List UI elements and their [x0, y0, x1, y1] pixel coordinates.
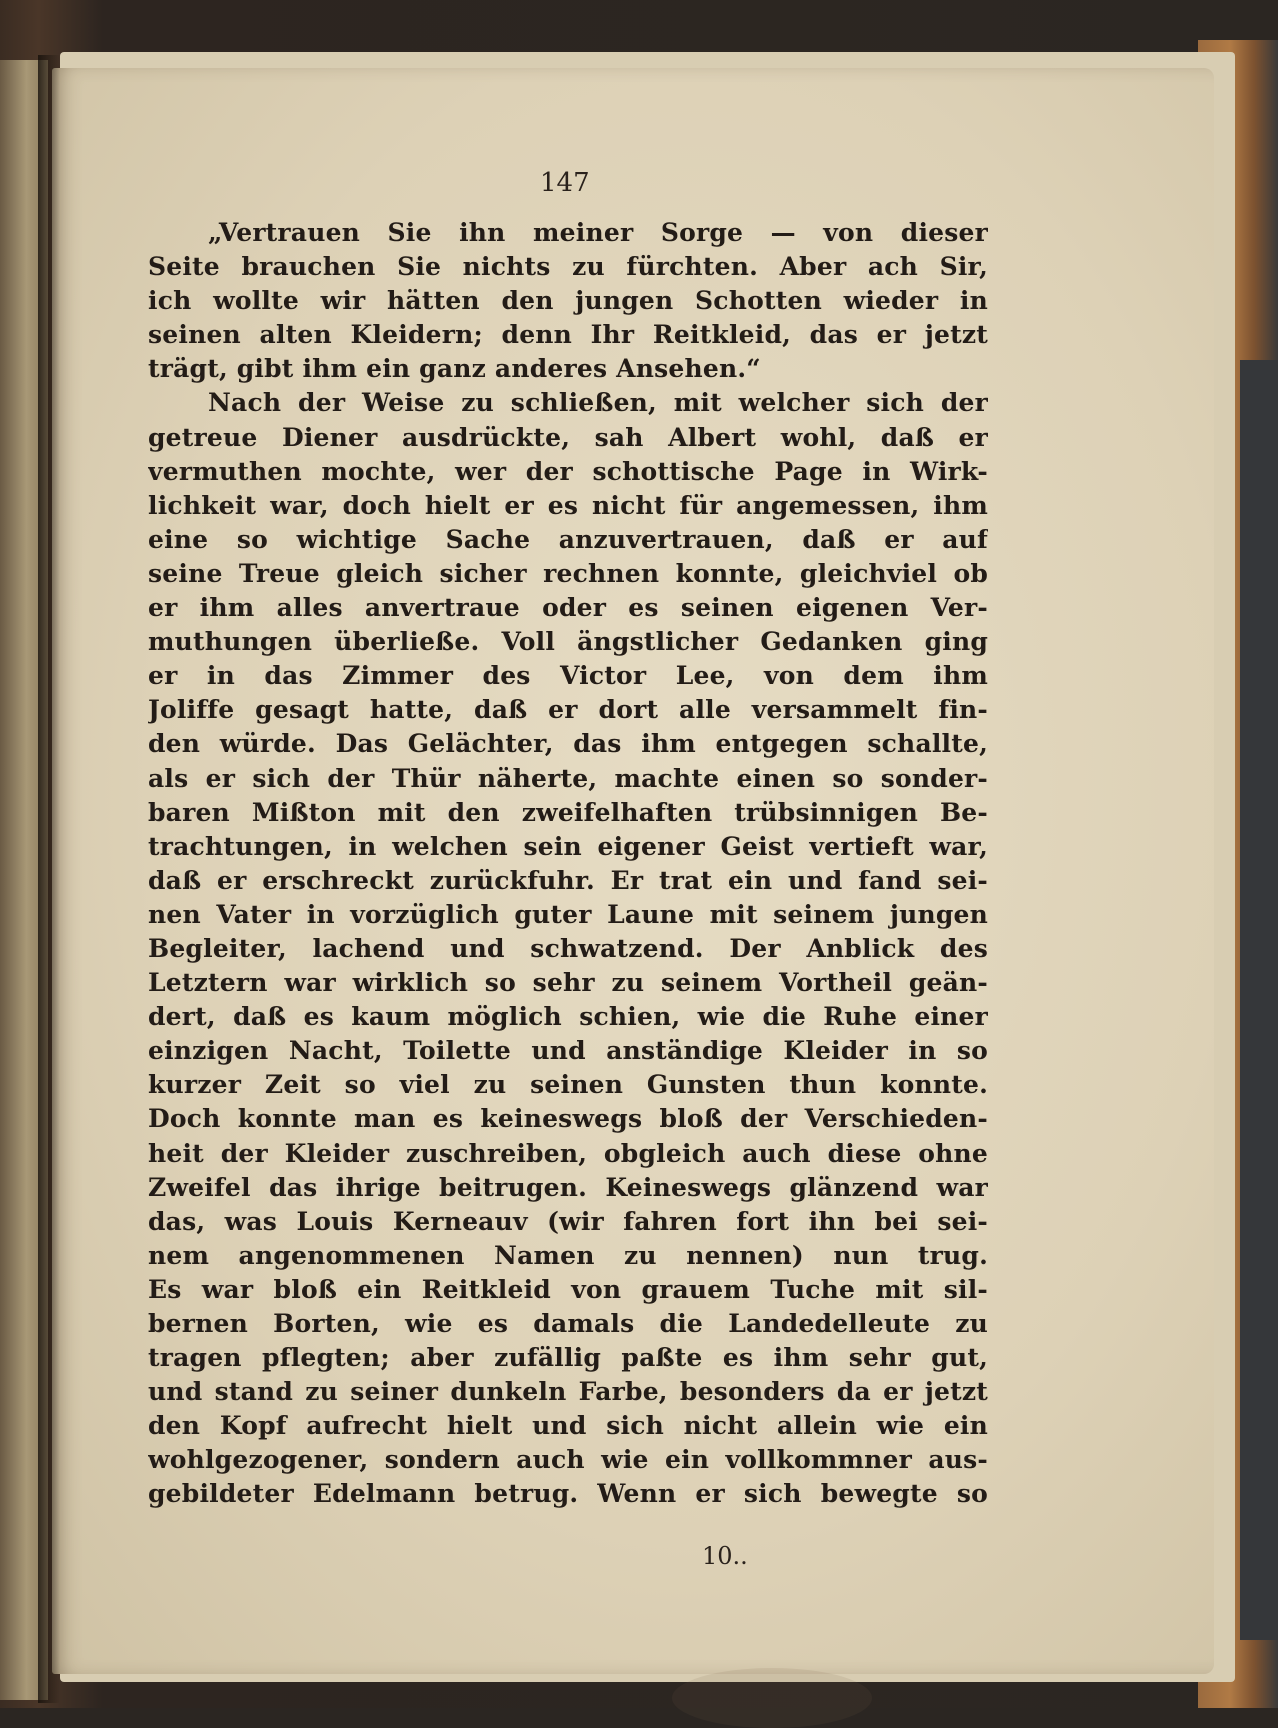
text-line: einzigen Nacht, Toilette und anständige Kleider in so [148, 1036, 988, 1066]
text-line: Nach der Weise zu schließen, mit welcher sich der [208, 388, 988, 418]
text-line: ich wollte wir hätten den jungen Schotten wieder in [148, 286, 988, 316]
text-line: baren Mißton mit den zweifelhaften trübsinnigen Be- [148, 797, 988, 827]
text-line: vermuthen mochte, wer der schottische Page in Wirk- [148, 456, 988, 486]
text-line: muthungen überließe. Voll ängstlicher Gedanken ging [148, 627, 988, 657]
page-stain [672, 1668, 872, 1728]
text-line: wohlgezogener, sondern auch wie ein vollkommner aus- [148, 1445, 988, 1475]
text-line: trachtungen, in welchen sein eigener Geist vertieft war, [148, 831, 988, 861]
text-line: eine so wichtige Sache anzuvertrauen, daß er auf [148, 524, 988, 554]
body-text [148, 216, 988, 1512]
page-number: 147 [540, 168, 590, 198]
signature-mark: 10.. [702, 1542, 748, 1570]
text-line: als er sich der Thür näherte, machte einen so sonder- [148, 763, 988, 793]
text-line: seine Treue gleich sicher rechnen konnte, gleichviel ob [148, 558, 988, 588]
spine-shadow [38, 55, 60, 1703]
text-line: Es war bloß ein Reitkleid von grauem Tuche mit sil- [148, 1274, 988, 1304]
text-line: Doch konnte man es keineswegs bloß der Verschieden- [148, 1104, 988, 1134]
text-line: dert, daß es kaum möglich schien, wie die Ruhe einer [148, 1002, 988, 1032]
text-line: daß er erschreckt zurückfuhr. Er trat ein und fand sei- [148, 865, 988, 895]
text-line: tragen pflegten; aber zufällig paßte es ihm sehr gut, [148, 1343, 988, 1373]
text-line: seinen alten Kleidern; denn Ihr Reitkleid, das er jetzt [148, 320, 988, 350]
text-line: lichkeit war, doch hielt er es nicht für angemessen, ihm [148, 490, 988, 520]
text-line: und stand zu seiner dunkeln Farbe, besonders da er jetzt [148, 1377, 988, 1407]
text-line: nem angenommenen Namen zu nennen) nun trug. [148, 1240, 988, 1270]
text-line: Letztern war wirklich so sehr zu seinem Vortheil geän- [148, 968, 988, 998]
text-line: „Vertrauen Sie ihn meiner Sorge — von dieser [208, 218, 988, 247]
text-line: trägt, gibt ihm ein ganz anderes Ansehen.“ [148, 354, 761, 384]
text-line: Begleiter, lachend und schwatzend. Der Anblick des [148, 933, 988, 963]
text-line: das, was Louis Kerneauv (wir fahren fort ihn bei sei- [148, 1206, 988, 1236]
text-line: er ihm alles anvertraue oder es seinen eigenen Ver- [148, 593, 988, 623]
text-line: den würde. Das Gelächter, das ihm entgegen schallte, [148, 729, 988, 759]
text-line: kurzer Zeit so viel zu seinen Gunsten thun konnte. [148, 1070, 988, 1100]
text-line: Joliffe gesagt hatte, daß er dort alle versammelt fin- [148, 695, 988, 725]
cover-board [1240, 360, 1278, 1640]
text-line: gebildeter Edelmann betrug. Wenn er sich bewegte so [148, 1479, 988, 1509]
text-line: den Kopf aufrecht hielt und sich nicht allein wie ein [148, 1411, 988, 1441]
text-line: er in das Zimmer des Victor Lee, von dem ihm [148, 661, 988, 691]
text-line: bernen Borten, wie es damals die Landedelleute zu [148, 1309, 988, 1338]
text-line: Seite brauchen Sie nichts zu fürchten. Aber ach Sir, [148, 252, 988, 282]
text-line: heit der Kleider zuschreiben, obgleich auch diese ohne [148, 1138, 988, 1168]
text-line: Zweifel das ihrige beitrugen. Keineswegs glänzend war [148, 1172, 988, 1202]
text-line: getreue Diener ausdrückte, sah Albert wohl, daß er [148, 422, 988, 452]
text-line: nen Vater in vorzüglich guter Laune mit seinem jungen [148, 899, 988, 929]
